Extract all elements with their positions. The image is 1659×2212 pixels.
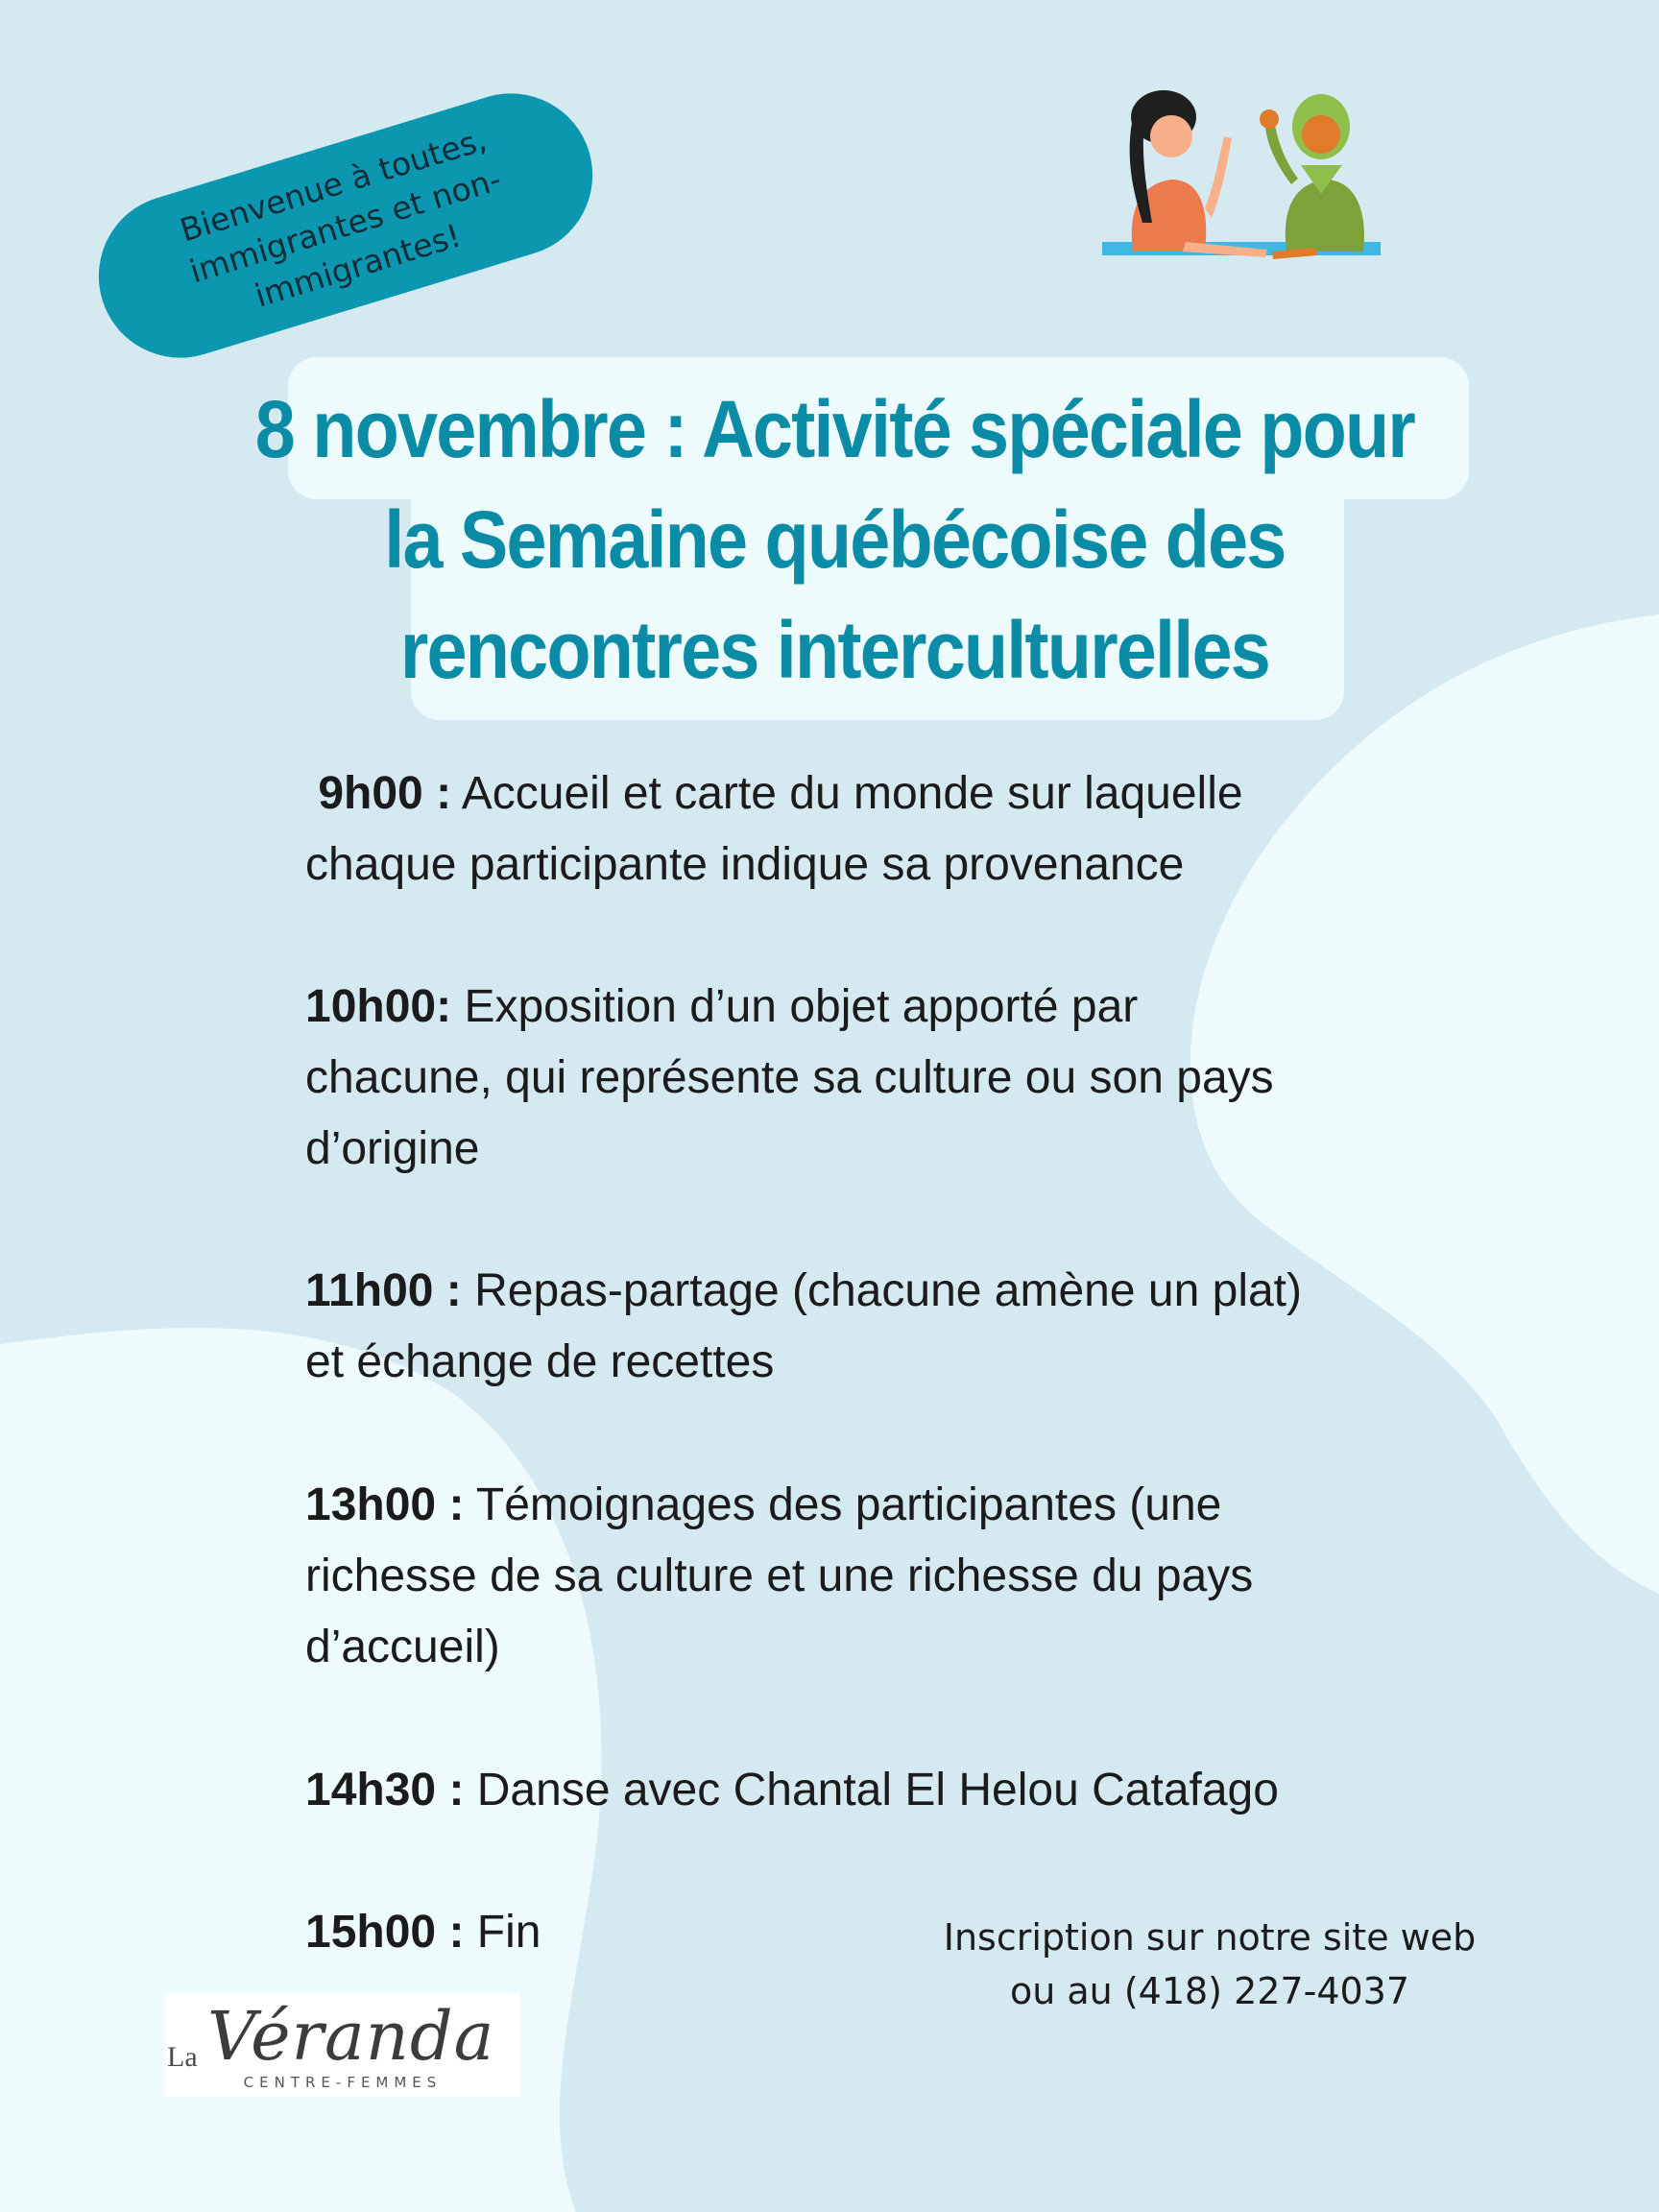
registration-phone: ou au (418) 227-4037	[1009, 1970, 1410, 2012]
schedule-time: 13h00 :	[305, 1479, 465, 1530]
registration-line-1: Inscription sur notre site web	[943, 1916, 1477, 1959]
schedule-description: Repas-partage (chacune amène un plat)	[474, 1265, 1302, 1316]
schedule-description: Danse avec Chantal El Helou Catafago	[476, 1765, 1279, 1815]
schedule-item-1000	[305, 972, 1457, 1185]
schedule-time: 15h00 :	[305, 1907, 465, 1958]
veranda-logo	[165, 1993, 520, 2097]
schedule-description: Fin	[476, 1907, 541, 1958]
schedule-description: chaque participante indique sa provenance	[305, 839, 1185, 890]
schedule-item-1300	[305, 1470, 1457, 1683]
schedule-description: d’origine	[305, 1123, 480, 1174]
logo-subtitle: CENTRE-FEMMES	[243, 2074, 443, 2091]
logo-prefix: La	[167, 2041, 198, 2073]
schedule-description: chacune, qui représente sa culture ou son pays	[305, 1052, 1274, 1103]
schedule-item-1430	[305, 1755, 1457, 1826]
schedule-time: 11h00 :	[305, 1265, 462, 1316]
logo-name: Véranda	[207, 1997, 495, 2076]
schedule-description: Exposition d’un objet apporté par	[464, 981, 1139, 1032]
page-title-line-1: 8 novembre : Activité spéciale pour	[254, 384, 1415, 474]
page-title-line-2: la Semaine québécoise des	[384, 494, 1286, 585]
schedule-description: Témoignages des participantes (une	[475, 1479, 1222, 1530]
welcome-badge-text: Bienvenue à toutes, immigrantes et non- immigrantes!	[175, 120, 506, 315]
two-women-greeting-icon	[1094, 88, 1392, 271]
schedule-description: Accueil et carte du monde sur laquelle	[461, 768, 1243, 819]
schedule-item-0900	[305, 758, 1457, 901]
page-title-line-3: rencontres interculturelles	[399, 605, 1269, 695]
schedule-description: richesse de sa culture et une richesse du pays	[305, 1551, 1254, 1601]
schedule-description: et échange de recettes	[305, 1336, 775, 1387]
schedule-description: d’accueil)	[305, 1622, 500, 1672]
schedule-item-1100	[305, 1256, 1457, 1398]
registration-info	[902, 1911, 1517, 2018]
schedule-time: 9h00 :	[318, 768, 452, 819]
schedule-time: 10h00:	[305, 981, 452, 1032]
schedule-time: 14h30 :	[305, 1765, 465, 1815]
